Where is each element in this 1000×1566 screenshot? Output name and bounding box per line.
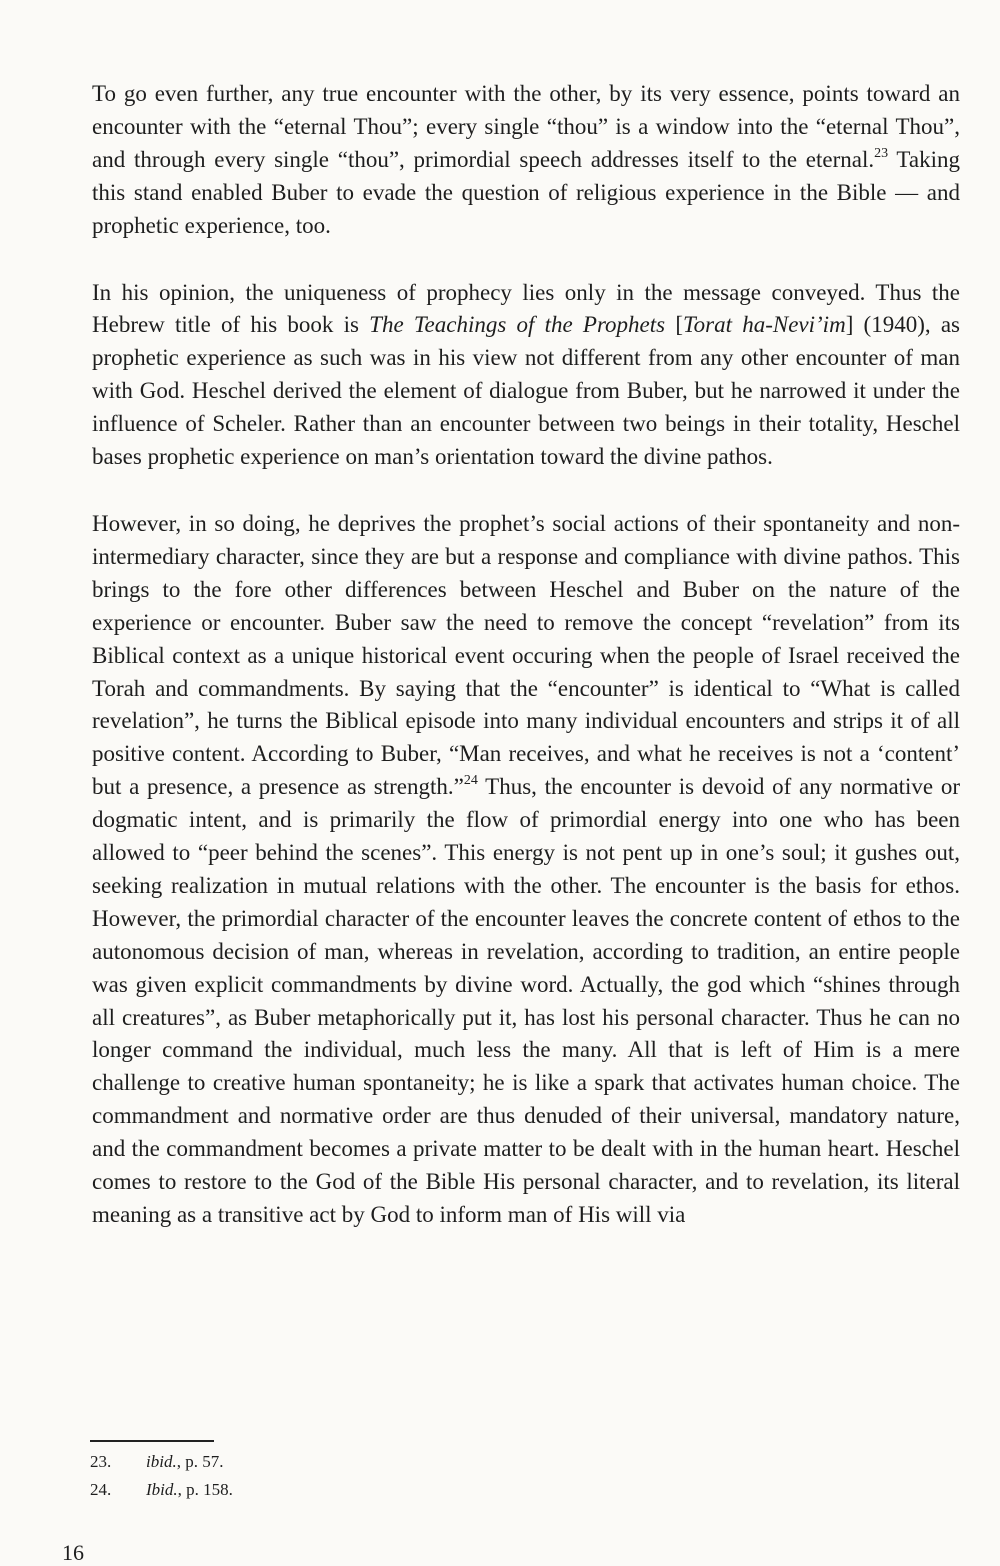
- paragraph-3: [92, 508, 960, 1232]
- text-run: [: [665, 312, 683, 338]
- footnotes: [90, 1440, 490, 1504]
- paragraph-1: [92, 78, 960, 243]
- text-run: , p. 57.: [176, 1452, 224, 1471]
- text-run: , p. 158.: [177, 1480, 233, 1499]
- italic-text: The Teachings of the Prophets: [369, 312, 666, 338]
- text-run: Taking this stand enabled Buber to evade the question of religious experience in the Bible — and prophetic experience, too.: [92, 146, 960, 238]
- footnote-23: [90, 1448, 490, 1476]
- footnote-text: [146, 1448, 223, 1476]
- text-run: In his opinion, the uniqueness of prophecy lies only in the message conveyed. Thus the Hebrew title of his book is: [92, 279, 960, 338]
- italic-text: Torat ha-Nevi’im: [682, 312, 846, 338]
- text-run: To go even further, any true encounter with the other, by its very essence, points toward an encounter with the “eternal Thou”; every single “thou” is a window into the “eternal Thou”, and through every single “thou”, primordial speech addresses itself to the eternal.: [92, 81, 960, 172]
- footnote-text: [146, 1476, 233, 1504]
- page-number: 16: [62, 1540, 84, 1565]
- footnote-reference: 23: [874, 145, 889, 161]
- page-body: [92, 78, 960, 1232]
- paragraph-2: [92, 277, 960, 474]
- italic-text: ibid.: [146, 1452, 177, 1471]
- footnote-reference: 24: [463, 773, 478, 789]
- footnote-number: 24.: [90, 1480, 112, 1499]
- footnote-divider: [90, 1440, 214, 1442]
- footnote-number: 23.: [90, 1452, 112, 1471]
- text-run: However, in so doing, he deprives the prophet’s social actions of their spontaneity and non-intermediary character, since they are but a response and compliance with divine pathos. This brings to the fore other differences between Heschel and Buber on the nature of the experience or encounter. Buber saw the need to remove the concept “revelation” from its Biblical context as a unique historical event occuring when the people of Israel received the Torah and commandments. By saying that the “encounter” is identical to “What is called revelation”, he turns the Biblical episode into many individual encounters and strips it of all positive content. According to Buber, “Man receives, and what he receives is not a ‘content’ but a presence, a presence as strength.”: [92, 510, 960, 800]
- text-run: ] (1940), as prophetic experience as such was in his view not different from any other encounter of man with God. Heschel derived the element of dialogue from Buber, but he narrowed it under the influence of Scheler. Rather than an encounter between two beings in their totality, Heschel bases prophetic experience on man’s orientation toward the divine pathos.: [92, 312, 960, 470]
- italic-text: Ibid.: [146, 1480, 178, 1499]
- text-run: Thus, the encounter is devoid of any normative or dogmatic intent, and is primarily the flow of primordial energy into one who has been allowed to “peer behind the scenes”. This energy is not pent up in one’s soul; it gushes out, seeking realization in mutual relations with the other. The encounter is the basis for ethos. However, the primordial character of the encounter leaves the concrete content of ethos to the autonomous decision of man, whereas in revelation, according to tradition, an entire people was given explicit commandments by divine word. Actually, the god which “shines through all creatures”, as Buber metaphorically put it, has lost his personal character. Thus he can no longer command the individual, much less the many. All that is left of Him is a mere challenge to creative human spontaneity; he is like a spark that activates human choice. The commandment and normative order are thus denuded of their universal, mandatory nature, and the commandment becomes a private matter to be dealt with in the human heart. Heschel comes to restore to the God of the Bible His personal character, and to revelation, its literal meaning as a transitive act by God to inform man of His will via: [92, 774, 960, 1227]
- footnote-24: [90, 1476, 490, 1504]
